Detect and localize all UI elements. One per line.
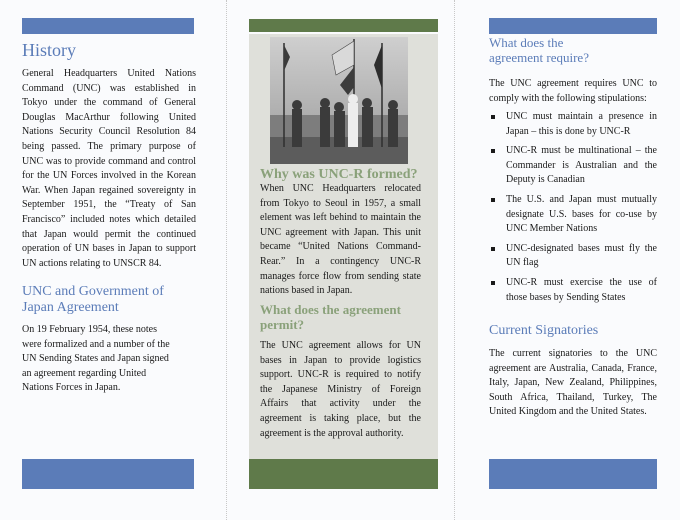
history-body: General Headquarters United Nations Command (UNC) was established in Tokyo under the command of General Douglas MacArthur following United Nations Security Council Resolution 84 being passed. The primary purpose of UNC was to provide command and control for the UN Forces involved in the Korean War. When Japan regained sovereignty in September 1951, the “Treaty of San Francisco” included notes which detailed that Japan would permit the continued operation of UN bases in Japan to support UN actions relating to UNSCR 84. — [22, 68, 196, 269]
panel1-bottom-bar — [22, 459, 194, 489]
why-heading: Why was UNC-R formed? — [260, 167, 418, 182]
requirement-text: UNC-designated bases must fly the UN flag — [506, 242, 657, 269]
panel3-top-bar — [489, 18, 657, 34]
why-body: When UNC Headquarters relocated from Tokyo to Seoul in 1957, a small element was left behind to maintain the UNC agreement with Japan. This unit became “United Nations Command-Rear.” In a contingency UNC-R manages force flow from sending state nations based in Japan. — [260, 183, 421, 297]
bullet-icon — [491, 115, 495, 119]
panel3-bottom-bar — [489, 459, 657, 489]
list-item — [489, 276, 657, 305]
fold-line-right — [454, 0, 455, 520]
requirements-list — [489, 110, 657, 310]
fold-line-left — [226, 0, 227, 520]
signatories-heading: Current Signatories — [489, 323, 599, 338]
agreement-body: On 19 February 1954, these notes were formalized and a number of the UN Sending States and Japan signed an agreement regarding United Nations Forces in Japan. — [22, 324, 170, 394]
requirement-text: The U.S. and Japan must mutually designate U.S. bases for co-use by UNC Member Nations — [506, 193, 657, 235]
require-heading: What does the agreement require? — [489, 35, 589, 65]
flag-ceremony-photo — [270, 37, 408, 164]
list-item — [489, 242, 657, 271]
signatories-body: The current signatories to the UNC agreement are Australia, Canada, France, Italy, Japan, New Zealand, Philippines, South Africa, Thailand, Turkey, The United Kingdom and the United States. — [489, 348, 657, 418]
require-intro: The UNC agreement requires UNC to comply with the following stipulations: — [489, 78, 657, 104]
panel2-top-bar — [249, 19, 438, 32]
requirement-text: UNC must maintain a presence in Japan – this is done by UNC-R — [506, 111, 657, 137]
requirement-text: UNC-R must exercise the use of those bases by Sending States — [506, 276, 657, 303]
list-item — [489, 110, 657, 139]
bullet-icon — [491, 281, 495, 285]
panel1-top-bar — [22, 18, 194, 34]
flag-ceremony-photo-icon — [270, 37, 408, 164]
bullet-icon — [491, 198, 495, 202]
agreement-heading: UNC and Government of Japan Agreement — [22, 284, 164, 316]
bullet-icon — [491, 149, 495, 153]
requirement-text: UNC-R must be multinational – the Commander is Australian and the Deputy is Canadian — [506, 145, 657, 186]
permit-body: The UNC agreement allows for UN bases in Japan to provide logistics support. UNC-R is required to notify the Japanese Ministry of Foreign Affairs that activity under the agreement is taking place, but the agreement is the approval authority. — [260, 340, 421, 439]
history-heading: History — [22, 40, 76, 60]
list-item — [489, 144, 657, 188]
list-item — [489, 193, 657, 237]
permit-heading: What does the agreement permit? — [260, 302, 401, 332]
panel2-bottom-bar — [249, 459, 438, 489]
bullet-icon — [491, 247, 495, 251]
